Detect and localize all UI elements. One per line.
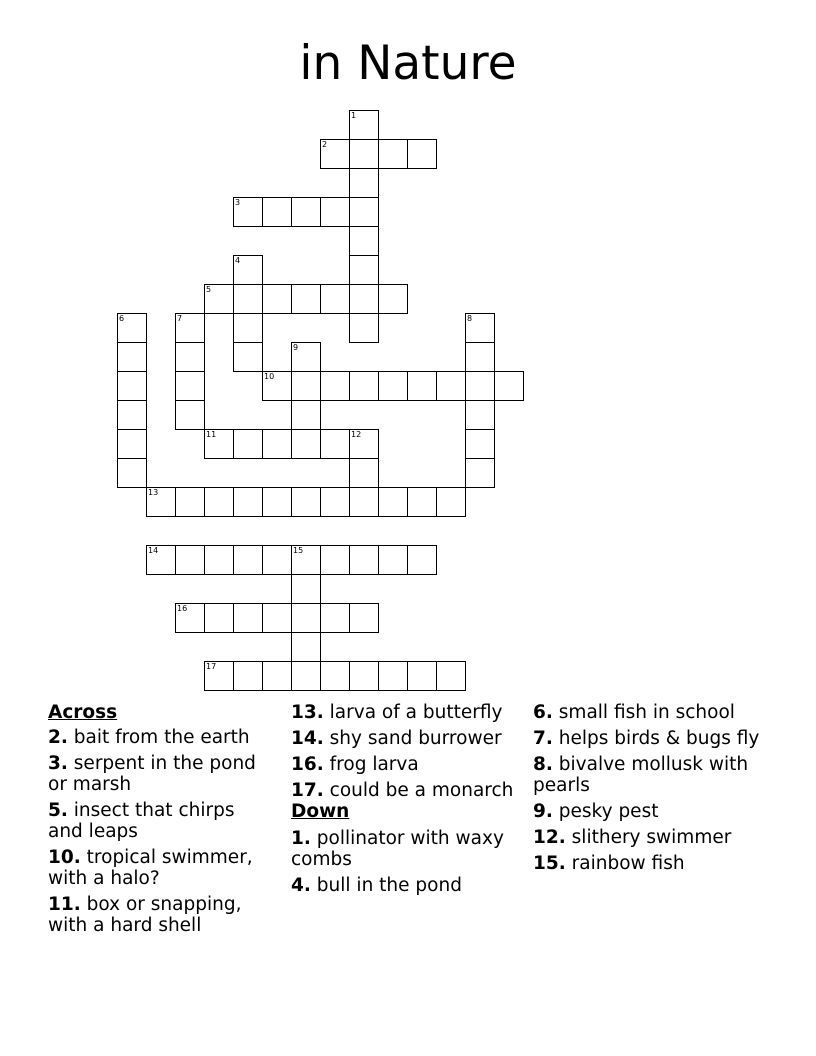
down-clue [533, 827, 763, 848]
grid-cell[interactable] [465, 458, 495, 488]
grid-cell[interactable] [465, 371, 495, 401]
clue-text: could be a monarch [329, 780, 514, 801]
grid-cell[interactable] [291, 371, 321, 401]
clue-num: 7. [533, 728, 553, 749]
grid-cell[interactable] [262, 487, 292, 517]
clue-text: larva of a butterfly [329, 702, 503, 723]
grid-cell[interactable] [117, 342, 147, 372]
grid-cell[interactable] [291, 197, 321, 227]
grid-cell[interactable] [117, 371, 147, 401]
grid-cell[interactable] [378, 487, 408, 517]
across-clue [48, 753, 273, 795]
clue-text: rainbow fish [571, 853, 685, 874]
clue-text: bull in the pond [316, 875, 462, 896]
across-clue [48, 800, 273, 842]
clue-text: box or snapping, with a hard shell [48, 894, 242, 936]
clue-number: 8 [467, 314, 473, 323]
grid-cell[interactable] [378, 139, 408, 169]
grid-cell[interactable] [349, 168, 379, 198]
grid-cell[interactable] [175, 603, 205, 633]
grid-cell[interactable] [465, 313, 495, 343]
grid-cell[interactable] [349, 110, 379, 140]
clue-number: 3 [235, 198, 241, 207]
grid-cell[interactable] [175, 371, 205, 401]
clue-num: 5. [48, 800, 68, 821]
clue-num: 16. [291, 754, 324, 775]
clue-num: 14. [291, 728, 324, 749]
clue-num: 11. [48, 894, 81, 915]
clue-num: 10. [48, 847, 81, 868]
grid-cell[interactable] [465, 400, 495, 430]
grid-cell[interactable] [407, 545, 437, 575]
grid-cell[interactable] [262, 661, 292, 691]
grid-cell[interactable] [291, 632, 321, 662]
down-clue [533, 801, 763, 822]
clue-number: 9 [293, 343, 299, 352]
grid-cell[interactable] [204, 603, 234, 633]
grid-cell[interactable] [291, 429, 321, 459]
clue-text: bait from the earth [73, 727, 250, 748]
clue-num: 3. [48, 753, 68, 774]
clue-number: 10 [264, 372, 275, 381]
grid-cell[interactable] [407, 487, 437, 517]
grid-cell[interactable] [320, 545, 350, 575]
grid-cell[interactable] [320, 603, 350, 633]
grid-cell[interactable] [320, 284, 350, 314]
grid-cell[interactable] [233, 313, 263, 343]
grid-cell[interactable] [349, 487, 379, 517]
grid-cell[interactable] [117, 400, 147, 430]
clue-number: 7 [177, 314, 183, 323]
grid-cell[interactable] [233, 429, 263, 459]
down-clue [533, 754, 763, 796]
grid-cell[interactable] [378, 545, 408, 575]
clue-num: 13. [291, 702, 324, 723]
clue-number: 13 [148, 488, 159, 497]
clue-num: 12. [533, 827, 566, 848]
grid-cell[interactable] [233, 603, 263, 633]
grid-cell[interactable] [349, 313, 379, 343]
grid-cell[interactable] [349, 603, 379, 633]
grid-cell[interactable] [233, 545, 263, 575]
clue-num: 17. [291, 780, 324, 801]
down-clue [533, 702, 763, 723]
clue-number: 4 [235, 256, 241, 265]
grid-cell[interactable] [465, 429, 495, 459]
clue-text: insect that chirps and leaps [48, 800, 235, 842]
grid-cell[interactable] [291, 603, 321, 633]
clue-num: 9. [533, 801, 553, 822]
grid-cell[interactable] [175, 487, 205, 517]
clue-num: 1. [291, 828, 311, 849]
grid-cell[interactable] [233, 255, 263, 285]
grid-cell[interactable] [117, 313, 147, 343]
grid-cell[interactable] [262, 371, 292, 401]
clue-text: serpent in the pond or marsh [48, 753, 256, 795]
grid-cell[interactable] [436, 661, 466, 691]
clue-number: 11 [206, 430, 217, 439]
clue-number: 5 [206, 285, 212, 294]
grid-cell[interactable] [175, 545, 205, 575]
grid-cell[interactable] [494, 371, 524, 401]
grid-cell[interactable] [233, 661, 263, 691]
grid-cell[interactable] [320, 197, 350, 227]
grid-cell[interactable] [349, 661, 379, 691]
grid-cell[interactable] [349, 545, 379, 575]
grid-cell[interactable] [204, 429, 234, 459]
clue-num: 2. [48, 727, 68, 748]
across-clue [291, 754, 521, 775]
across-clue [48, 894, 273, 936]
clue-text: frog larva [329, 754, 419, 775]
grid-cell[interactable] [175, 400, 205, 430]
down-heading: Down [291, 801, 350, 822]
grid-cell[interactable] [233, 284, 263, 314]
grid-cell[interactable] [436, 371, 466, 401]
grid-cell[interactable] [204, 487, 234, 517]
grid-cell[interactable] [291, 545, 321, 575]
grid-cell[interactable] [407, 371, 437, 401]
grid-cell[interactable] [407, 661, 437, 691]
grid-cell[interactable] [436, 487, 466, 517]
clue-number: 6 [119, 314, 125, 323]
grid-cell[interactable] [117, 429, 147, 459]
clue-number: 14 [148, 546, 159, 555]
grid-cell[interactable] [378, 661, 408, 691]
clue-column-3 [533, 702, 763, 874]
across-clue [291, 780, 521, 801]
grid-cell[interactable] [349, 284, 379, 314]
grid-cell[interactable] [233, 197, 263, 227]
down-clue [291, 828, 521, 870]
clue-text: bivalve mollusk with pearls [533, 754, 749, 796]
grid-cell[interactable] [378, 284, 408, 314]
grid-cell[interactable] [233, 342, 263, 372]
grid-cell[interactable] [204, 545, 234, 575]
grid-cell[interactable] [349, 429, 379, 459]
grid-cell[interactable] [407, 139, 437, 169]
clue-column-1 [48, 702, 273, 936]
down-clue [533, 853, 763, 874]
clue-column-2 [291, 702, 521, 896]
clue-num: 6. [533, 702, 553, 723]
clue-text: tropical swimmer, with a halo? [48, 847, 253, 889]
grid-cell[interactable] [320, 487, 350, 517]
grid-cell[interactable] [349, 139, 379, 169]
puzzle-title: in Nature [299, 36, 517, 91]
grid-cell[interactable] [349, 226, 379, 256]
grid-cell[interactable] [262, 284, 292, 314]
grid-cell[interactable] [349, 458, 379, 488]
grid-cell[interactable] [204, 284, 234, 314]
clue-num: 8. [533, 754, 553, 775]
clue-number: 1 [351, 111, 357, 120]
grid-cell[interactable] [262, 545, 292, 575]
grid-cell[interactable] [291, 342, 321, 372]
grid-cell[interactable] [320, 429, 350, 459]
grid-cell[interactable] [378, 371, 408, 401]
grid-cell[interactable] [291, 284, 321, 314]
grid-cell[interactable] [262, 197, 292, 227]
across-clue [48, 847, 273, 889]
grid-cell[interactable] [175, 313, 205, 343]
grid-cell[interactable] [291, 661, 321, 691]
grid-cell[interactable] [320, 661, 350, 691]
grid-cell[interactable] [291, 574, 321, 604]
clue-number: 16 [177, 604, 188, 613]
grid-cell[interactable] [262, 429, 292, 459]
down-clue [533, 728, 763, 749]
clue-num: 4. [291, 875, 311, 896]
grid-cell[interactable] [204, 661, 234, 691]
clue-text: pesky pest [558, 801, 659, 822]
clue-text: pollinator with waxy combs [291, 828, 504, 870]
grid-cell[interactable] [349, 371, 379, 401]
clue-text: shy sand burrower [329, 728, 502, 749]
across-clue [291, 702, 521, 723]
grid-cell[interactable] [233, 487, 263, 517]
clue-number: 15 [293, 546, 304, 555]
grid-cell[interactable] [146, 487, 176, 517]
across-clue [291, 728, 521, 749]
grid-cell[interactable] [320, 139, 350, 169]
down-clue [291, 875, 521, 896]
grid-cell[interactable] [262, 603, 292, 633]
grid-cell[interactable] [291, 487, 321, 517]
grid-cell[interactable] [320, 371, 350, 401]
clue-text: small fish in school [558, 702, 735, 723]
grid-cell[interactable] [349, 197, 379, 227]
grid-cell[interactable] [291, 400, 321, 430]
grid-cell[interactable] [349, 255, 379, 285]
clue-number: 2 [322, 140, 328, 149]
clue-number: 17 [206, 662, 217, 671]
grid-cell[interactable] [117, 458, 147, 488]
grid-cell[interactable] [146, 545, 176, 575]
grid-cell[interactable] [465, 342, 495, 372]
clue-text: slithery swimmer [571, 827, 732, 848]
across-clue [48, 727, 273, 748]
clue-text: helps birds & bugs fly [558, 728, 760, 749]
clue-number: 12 [351, 430, 362, 439]
clue-num: 15. [533, 853, 566, 874]
across-heading: Across [48, 702, 118, 723]
grid-cell[interactable] [175, 342, 205, 372]
